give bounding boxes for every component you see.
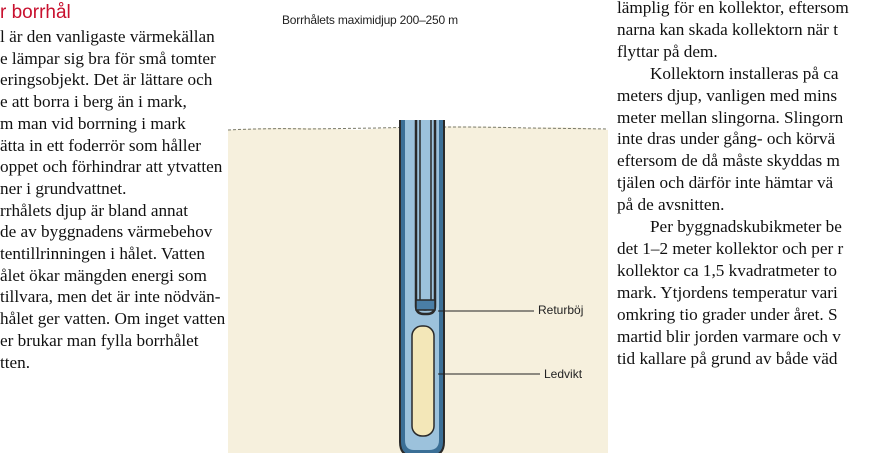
text-line: martid blir jorden varmare och v [617,326,841,346]
text-line: Kollektorn installeras på ca [650,63,839,83]
text-line: de av byggnadens värmebehov [0,222,213,242]
text-line: e lämpar sig bra för små tomter [0,48,216,68]
text-line: eringsobjekt. Det är lättare och [0,70,213,90]
text-line: hålet ger vatten. Om inget vatten [0,309,226,329]
text-line: tten. [0,352,31,372]
right-body-text [617,0,849,369]
left-text-column [0,0,260,453]
text-line: ålet ökar mängden energi som [0,265,207,285]
text-line: m man vid borrning i mark [0,113,186,133]
text-line: oppet och förhindrar att ytvatten [0,157,223,177]
text-line: mark. Ytjordens temperatur vari [617,282,838,302]
text-line: narna kan skada kollektorn när t [617,19,838,39]
section-heading: r borrhål [0,2,71,23]
text-line: Per byggnadskubikmeter be [650,217,842,237]
text-line: rrhålets djup är bland annat [0,200,189,220]
text-line: tentillrinningen i hålet. Vatten [0,244,205,264]
text-line: tjälen och därför inte hämtar vä [617,173,834,193]
text-line: eftersom de då måste skyddas m [617,151,840,171]
text-line: kollektor ca 1,5 kvadratmeter to [617,260,838,280]
text-line: e att borra i berg än i mark, [0,92,187,112]
text-line: er brukar man fylla borrhålet [0,330,199,350]
figure-caption: Borrhålets maximidjup 200–250 m [282,13,458,27]
text-line: tid kallare på grund av både väd [617,348,838,368]
text-line: lämplig för en kollektor, eftersom [617,0,849,17]
guide-weight-label: Ledvikt [544,367,583,381]
guide-weight [412,326,434,436]
text-line: på de avsnitten. [617,195,725,215]
left-body-text [0,26,225,373]
return-bend-label: Returböj [538,303,584,317]
text-line: l är den vanligaste värmekällan [0,27,215,46]
right-text-column [617,0,883,453]
text-line: ätta in ett foderrör som håller [0,135,201,155]
text-line: det 1–2 meter kollektor och per r [617,238,844,258]
text-line: tillvara, men det är inte nödvän- [0,287,221,307]
text-line: meters djup, vanligen med mins [617,85,838,105]
text-line: ner i grundvattnet. [0,178,127,198]
return-bend [416,300,435,310]
borehole-diagram [228,120,608,453]
text-line: meter mellan slingorna. Slingorn [617,107,844,127]
text-line: inte dras under gång- och körvä [617,129,836,149]
text-line: flyttar på dem. [617,41,718,61]
text-line: omkring tio grader under året. S [617,304,838,324]
